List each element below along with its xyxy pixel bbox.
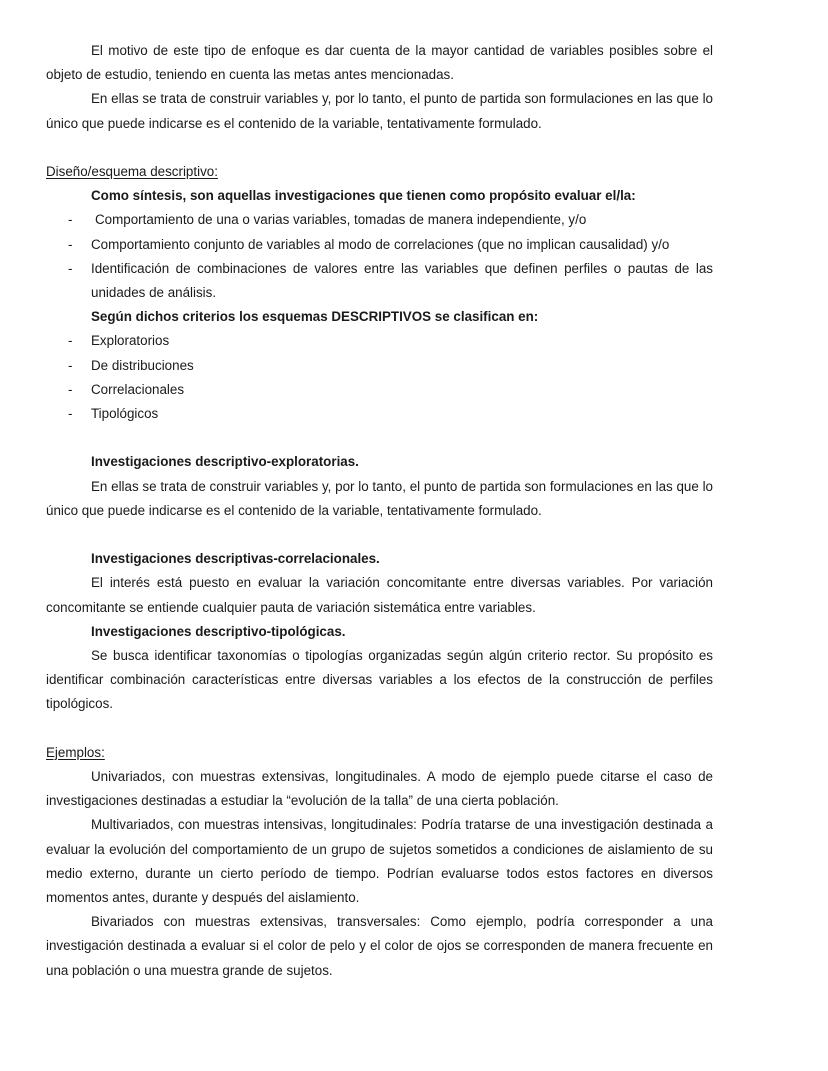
list-item xyxy=(46,378,713,402)
spacer xyxy=(46,426,713,450)
list-item xyxy=(46,257,713,305)
list-item-text: Comportamiento de una o varias variables, tomadas de manera independiente, y/o xyxy=(95,212,587,228)
list-item xyxy=(46,233,713,257)
synthesis-statement: Como síntesis, son aquellas investigaciones que tienen como propósito evaluar el/la: xyxy=(91,188,636,204)
list-item xyxy=(46,402,713,426)
spacer xyxy=(46,523,713,547)
design-heading: Diseño/esquema descriptivo: xyxy=(46,164,218,179)
dash-bullet: - xyxy=(68,381,73,397)
document-page xyxy=(46,39,713,983)
typological-title: Investigaciones descriptivo-tipológicas. xyxy=(91,623,346,639)
purpose-list xyxy=(46,208,713,305)
criteria-statement: Según dichos criterios los esquemas DESCRIPTIVOS se clasifican en: xyxy=(91,309,539,325)
dash-bullet: - xyxy=(68,357,73,373)
list-item-text: Tipológicos xyxy=(91,406,159,422)
list-item-text: Identificación de combinaciones de valores entre las variables que definen perfiles o pautas de las unidades de análisis. xyxy=(91,260,713,301)
dash-bullet: - xyxy=(68,236,73,252)
list-item xyxy=(46,354,713,378)
example-paragraph-1: Univariados, con muestras extensivas, longitudinales. A modo de ejemplo puede citarse el caso de investigaciones destinadas a estudiar la “evolución de la talla” de una cierta población. xyxy=(46,769,713,809)
correlational-title: Investigaciones descriptivas-correlacionales. xyxy=(91,551,380,567)
exploratory-title: Investigaciones descriptivo-exploratorias. xyxy=(91,454,359,470)
typological-text: Se busca identificar taxonomías o tipologías organizadas según algún criterio rector. Su propósito es identificar combinación características entre diversas variables a los efectos de la construcción de perfiles tipológicos. xyxy=(46,648,713,712)
list-item-text: Correlacionales xyxy=(91,381,185,397)
dash-bullet: - xyxy=(68,260,73,276)
spacer xyxy=(46,717,713,741)
list-item-text: De distribuciones xyxy=(91,357,194,373)
list-item xyxy=(46,208,713,232)
intro-paragraph-2: En ellas se trata de construir variables y, por lo tanto, el punto de partida son formulaciones en las que lo único que puede indicarse es el contenido de la variable, tentativamente formulado. xyxy=(46,91,713,131)
list-item-text: Exploratorios xyxy=(91,333,170,349)
list-item-text: Comportamiento conjunto de variables al modo de correlaciones (que no implican causalidad) y/o xyxy=(91,236,670,252)
types-list xyxy=(46,329,713,426)
example-paragraph-2: Multivariados, con muestras intensivas, longitudinales: Podría tratarse de una investigación destinada a evaluar la evolución del comportamiento de un grupo de sujetos sometidos a condiciones de aislamiento de su medio externo, durante un cierto período de tiempo. Podrían evaluarse todos estos factores en diversos momentos antes, durante y después del aislamiento. xyxy=(46,817,713,906)
spacer xyxy=(46,136,713,160)
example-paragraph-3: Bivariados con muestras extensivas, transversales: Como ejemplo, podría corresponder a una investigación destinada a evaluar si el color de pelo y el color de ojos se corresponden de manera frecuente en una población o una muestra grande de sujetos. xyxy=(46,914,713,978)
intro-paragraph-1: El motivo de este tipo de enfoque es dar cuenta de la mayor cantidad de variables posibles sobre el objeto de estudio, teniendo en cuenta las metas antes mencionadas. xyxy=(46,43,713,83)
dash-bullet: - xyxy=(68,212,73,228)
dash-bullet: - xyxy=(68,406,73,422)
examples-heading: Ejemplos: xyxy=(46,744,105,760)
dash-bullet: - xyxy=(68,333,73,349)
list-item xyxy=(46,329,713,353)
correlational-text: El interés está puesto en evaluar la variación concomitante entre diversas variables. Por variación concomitante se entiende cualquier pauta de variación sistemática entre variables. xyxy=(46,575,713,615)
exploratory-text: En ellas se trata de construir variables y, por lo tanto, el punto de partida son formulaciones en las que lo único que puede indicarse es el contenido de la variable, tentativamente formulado. xyxy=(46,478,713,518)
